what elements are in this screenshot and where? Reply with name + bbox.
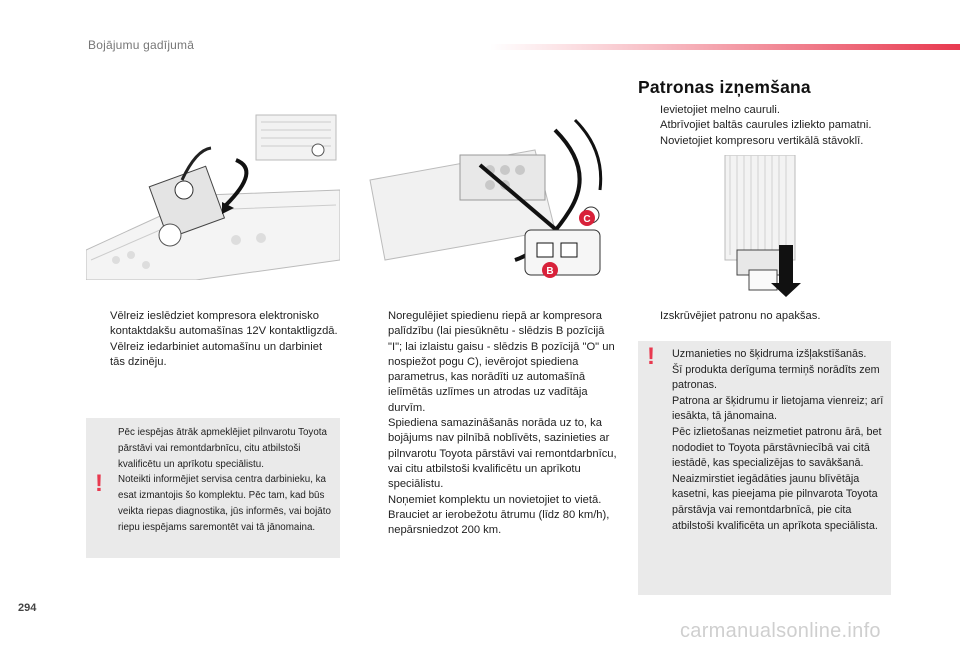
list-item: Izskrūvējiet patronu no apakšas. (660, 310, 821, 322)
list-item: Ievietojiet melno cauruli. (660, 104, 781, 116)
list-item: Atbrīvojiet baltās caurules izliekto pamatni. (660, 119, 872, 132)
col1-warning-box (86, 418, 340, 558)
col3-bullet-list (638, 103, 898, 149)
list-item: Vēlreiz iedarbiniet automašīnu un darbiniet tās dzinēju. (110, 340, 323, 368)
warning-text: Uzmanieties no šķidruma izšļakstīšanās. Šī produkta derīguma termiņš norādīts zem patronas. Patrona ar šķidrumu ir lietojama vienreiz; arī iesākta, tā jānomaina. Pēc izlietošanas neizmetiet patronu ārā, bet nododiet to Toyota pārstāvniecībā vai citā iestādē, kas specializējas to savākšanā. Neaizmirstiet iegādāties jaunu blīvētāja kasetni, kas pieejama pie pilnvarota Toyota pārstāvja vai remontdarbnīcā, pie cita atbilstoši kvalificēta un aprīkota speciālista. (672, 348, 884, 532)
col3-warning-box (638, 341, 891, 595)
list-item-continuation: Spiediena samazināšanās norāda uz to, ka bojājums nav pilnībā noblīvēts, sazinieties ar pilnvarotu Toyota pārstāvi vai remontdarbnīcu, vai citu atbilstoši kvalificētu un aprīkotu speciālistu. (388, 417, 617, 491)
label-b: B (546, 266, 554, 277)
compressor-plugin-illustration (86, 110, 340, 280)
page-header-title: Bojājumu gadījumā (88, 38, 195, 52)
list-item: Novietojiet kompresoru vertikālā stāvoklī. (660, 134, 864, 147)
col3-bullet-list-after-image (638, 309, 898, 324)
col1-bullet-list (88, 309, 340, 370)
list-item: Brauciet ar ierobežotu ātrumu (līdz 80 km/h), nepārsniedzot 200 km. (388, 508, 610, 537)
warning-icon: ! (95, 470, 103, 497)
col2-bullet-list (366, 309, 618, 538)
list-item: Noregulējiet spiedienu riepā ar kompresora palīdzību (lai piesūknētu - slēdzis B pozīcijā "I"; lai izlaistu gaisu - slēdzis B pozīcijā "O" un nospiežot pogu C), ievērojot spiediena parametrus, kas norādīti uz automašīnā ielīmētās uzlīmes un atrodas uz vadītāja durvīm. (388, 310, 615, 414)
header-accent-bar (490, 44, 960, 50)
watermark-text: carmanualsonline.info (680, 620, 881, 642)
label-c: C (583, 214, 591, 225)
list-item: Vēlreiz ieslēdziet kompresora elektronisko kontaktdakšu automašīnas 12V kontaktligzdā. (110, 310, 338, 338)
pressure-adjust-illustration (365, 110, 617, 280)
warning-icon: ! (647, 343, 655, 370)
section-heading: Patronas izņemšana (638, 77, 811, 97)
cartridge-removal-illustration (697, 155, 827, 300)
list-item: Noņemiet komplektu un novietojiet to vietā. (388, 493, 602, 506)
warning-text: Pēc iespējas ātrāk apmeklējiet pilnvarotu Toyota pārstāvi vai remontdarbnīcu, citu atbilstoši kvalificētu un aprīkotu speciālistu. Noteikti informējiet servisa centra darbinieku, ka esat izmantojis šo komplektu. Pēc tam, kad būs veikta riepas diagnostika, jūs informēs, vai bojāto riepu iespējams saremontēt vai tā jānomaina. (118, 427, 331, 533)
page-number: 294 (18, 602, 37, 614)
